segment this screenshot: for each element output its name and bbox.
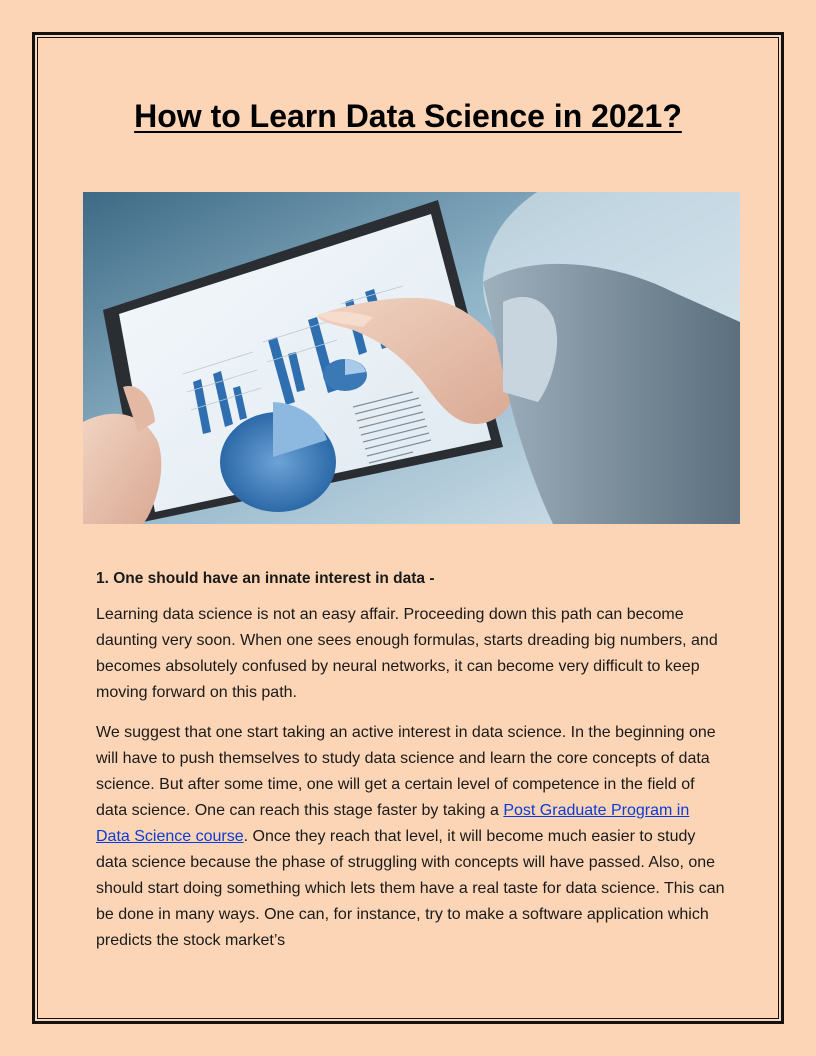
paragraph-1: Learning data science is not an easy affair. Proceeding down this path can become daunting very soon. When one sees enough formulas, starts dreading big numbers, and becomes absolutely confused by neural networks, it can become very difficult to keep moving forward on this path. <box>96 606 718 701</box>
program-course-link[interactable]: Post Graduate Program in Data Science course <box>96 802 690 845</box>
tablet-charts-illustration <box>83 192 740 524</box>
document-title: How to Learn Data Science in 2021? <box>134 98 682 134</box>
paragraph-2 <box>96 720 726 954</box>
paragraph-2-text-start: We suggest that one start taking an active interest in data science. In the beginning one will have to push themselves to study data science and learn the core concepts of data science. But after some time, one will get a certain level of competence in the field of data science. One can reach this stage faster by taking a <box>96 724 716 819</box>
article-body <box>96 568 726 968</box>
hero-image <box>83 192 740 524</box>
section-heading: 1. One should have an innate interest in data - <box>96 570 435 587</box>
paragraph-2-text-end: . Once they reach that level, it will become much easier to study data science because the phase of struggling with concepts will have passed. Also, one should start doing something which lets them have a real taste for data science. This can be done in many ways. One can, for instance, try to make a software application which predicts the stock market’s <box>96 828 725 949</box>
